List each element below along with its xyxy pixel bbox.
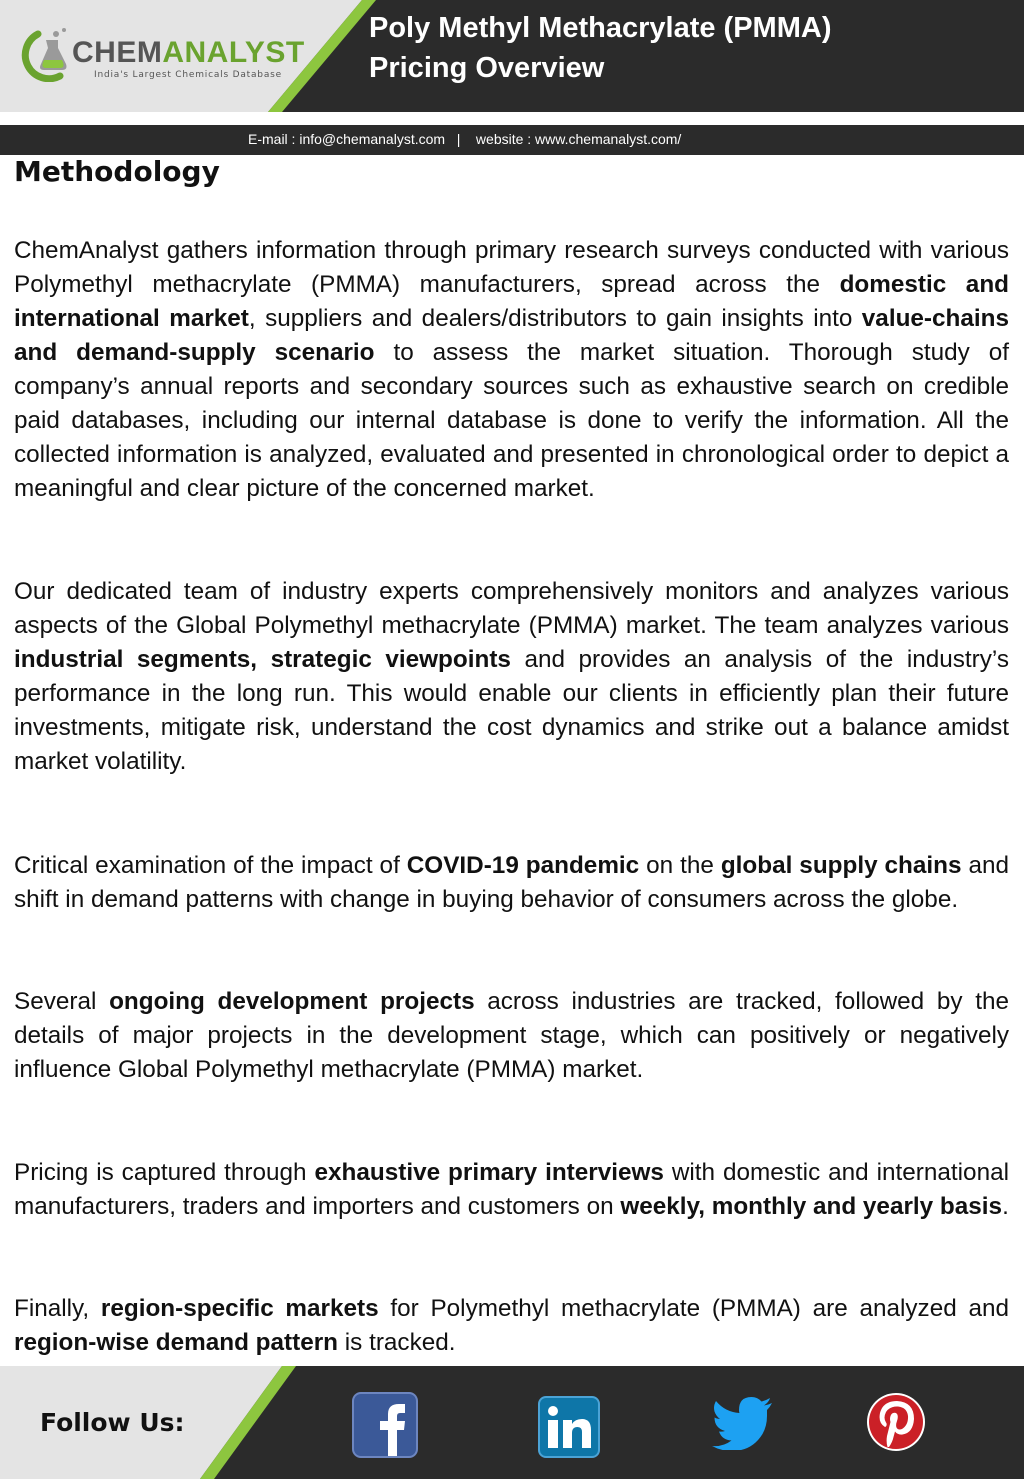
contact-bar — [0, 125, 1024, 155]
page-title-line-2: Pricing Overview — [369, 52, 605, 84]
page-header — [0, 0, 1024, 112]
paragraph-regional-markets: Finally, region-specific markets for Polymethyl methacrylate (PMMA) are analyzed and region-wise demand pattern is tracked. — [14, 1295, 1009, 1356]
twitter-icon[interactable] — [712, 1396, 774, 1450]
contact-info-text[interactable]: E-mail : info@chemanalyst.com | website : www.chemanalyst.com/ — [248, 131, 682, 147]
paragraph-pricing-capture: Pricing is captured through exhaustive primary interviews with domestic and international manufacturers, traders and importers and customers on weekly, monthly and yearly basis. — [14, 1159, 1009, 1220]
chemanalyst-logo[interactable] — [20, 26, 305, 86]
facebook-icon[interactable] — [352, 1392, 418, 1458]
paragraph-research-sources: ChemAnalyst gathers information through primary research surveys conducted with various Polymethyl methacrylate (PMMA) manufacturers, spread across the domestic and international market, suppliers and dealers/distributors to gain insights into value-chains and demand-supply scenario to assess the market situation. Thorough study of company’s annual reports and secondary sources such as exhaustive search on credible paid databases, including our internal database is done to verify the information. All the collected information is analyzed, evaluated and presented in chronological order to depict a meaningful and clear picture of the concerned market. — [14, 237, 1009, 502]
section-heading: Methodology — [14, 155, 220, 188]
page-title-line-1: Poly Methyl Methacrylate (PMMA) — [369, 12, 832, 44]
paragraph-development-projects: Several ongoing development projects across industries are tracked, followed by the details of major projects in the development stage, which can positively or negatively influence Global Polymethyl methacrylate (PMMA) market. — [14, 988, 1009, 1083]
paragraph-expert-team: Our dedicated team of industry experts comprehensively monitors and analyzes various aspects of the Global Polymethyl methacrylate (PMMA) market. The team analyzes various industrial segments, strategic viewpoints and provides an analysis of the industry’s performance in the long run. This would enable our clients in efficiently plan their future investments, mitigate risk, understand the cost dynamics and strike out a balance amidst market volatility. — [14, 578, 1009, 775]
logo-wordmark: CHEMANALYST — [72, 36, 305, 69]
follow-us-label: Follow Us: — [40, 1408, 185, 1437]
paragraph-covid-impact: Critical examination of the impact of COVID-19 pandemic on the global supply chains and shift in demand patterns with change in buying behavior of consumers across the globe. — [14, 852, 1010, 913]
pinterest-icon[interactable] — [866, 1392, 926, 1452]
logo-tagline: India's Largest Chemicals Database — [94, 70, 282, 80]
linkedin-icon[interactable] — [538, 1396, 600, 1458]
page-footer — [0, 1366, 1024, 1479]
